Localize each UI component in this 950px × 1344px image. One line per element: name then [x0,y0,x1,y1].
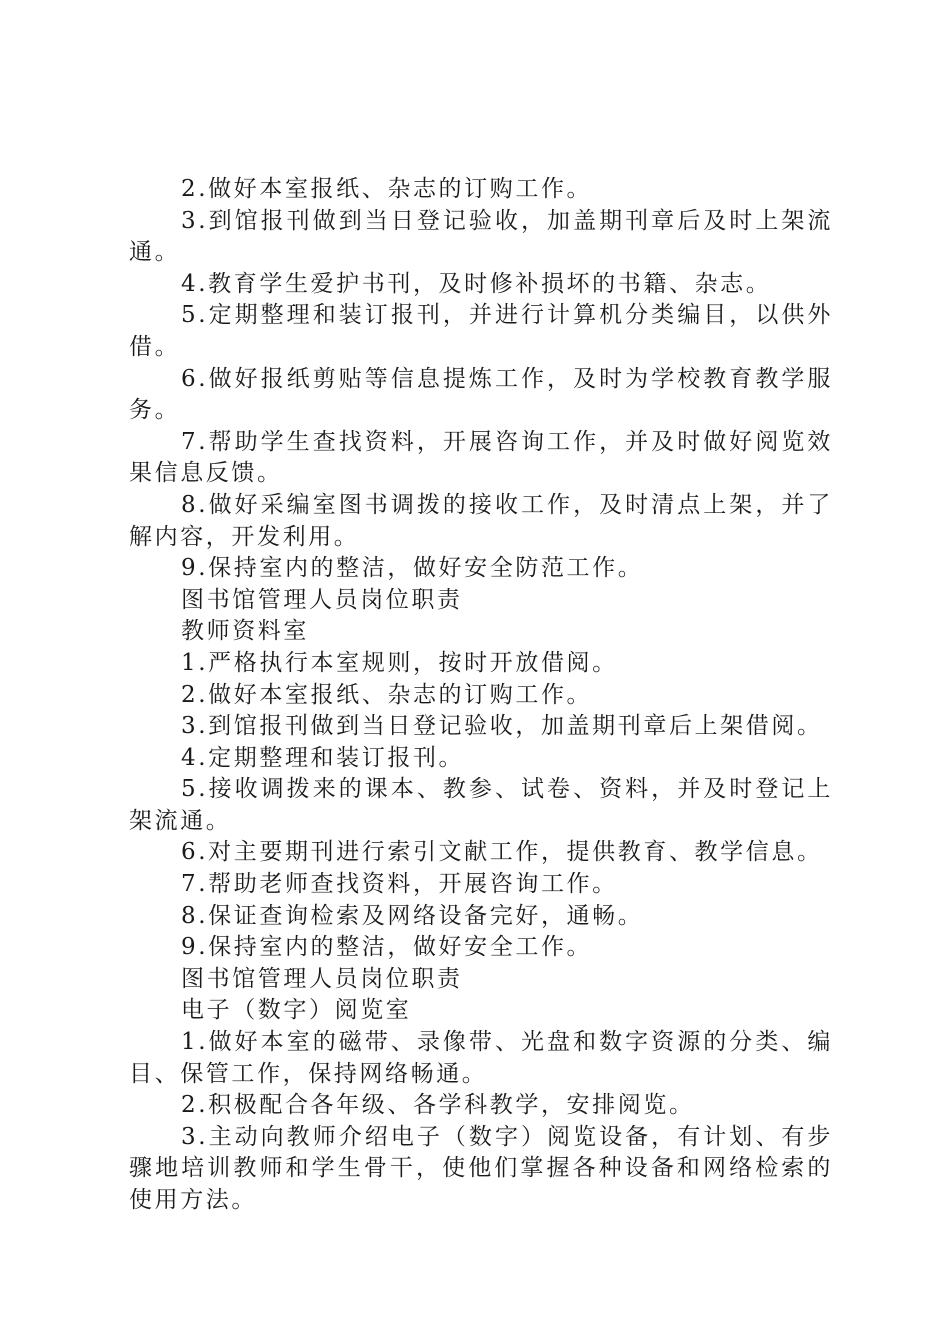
paragraph: 2.积极配合各年级、各学科教学，安排阅览。 [181,1092,695,1119]
section-heading: 图书馆管理人员岗位职责 [181,586,463,613]
paragraph: 9.保持室内的整洁，做好安全防范工作。 [181,555,644,582]
paragraph: 8.保证查询检索及网络设备完好，通畅。 [181,902,644,929]
section-heading: 图书馆管理人员岗位职责 [181,965,463,992]
section-subheading: 教师资料室 [181,618,309,645]
paragraph: 5.接收调拨来的课本、教参、试卷、资料，并及时登记上架流通。 [129,776,833,834]
paragraph: 6.对主要期刊进行索引文献工作，提供教育、教学信息。 [181,839,823,866]
paragraph: 5.定期整理和装订报刊，并进行计算机分类编目，以供外借。 [129,302,833,360]
paragraph: 3.主动向教师介绍电子（数字）阅览设备，有计划、有步骤地培训教师和学生骨干，使他们掌握各种设备和网络检索的使用方法。 [129,1123,833,1213]
paragraph: 7.帮助老师查找资料，开展咨询工作。 [181,871,618,898]
paragraph: 8.做好采编室图书调拨的接收工作，及时清点上架，并了解内容，开发利用。 [129,491,833,550]
paragraph: 3.到馆报刊做到当日登记验收，加盖期刊章后上架借阅。 [181,713,823,740]
document-body [129,174,833,1217]
paragraph: 6.做好报纸剪贴等信息提炼工作，及时为学校教育教学服务。 [129,365,833,424]
paragraph: 4.定期整理和装订报刊。 [181,744,465,771]
paragraph: 1.做好本室的磁带、录像带、光盘和数字资源的分类、编目、保管工作，保持网络畅通。 [129,1029,833,1087]
paragraph: 2.做好本室报纸、杂志的订购工作。 [181,176,593,202]
paragraph: 1.严格执行本室规则，按时开放借阅。 [181,649,618,676]
paragraph: 7.帮助学生查找资料，开展咨询工作，并及时做好阅览效果信息反馈。 [129,428,833,487]
paragraph: 2.做好本室报纸、杂志的订购工作。 [181,681,593,708]
paragraph: 3.到馆报刊做到当日登记验收，加盖期刊章后及时上架流通。 [129,207,833,266]
section-subheading: 电子（数字）阅览室 [181,997,412,1024]
paragraph: 9.保持室内的整洁，做好安全工作。 [181,934,593,961]
paragraph: 4.教育学生爱护书刊，及时修补损坏的书籍、杂志。 [181,270,772,297]
